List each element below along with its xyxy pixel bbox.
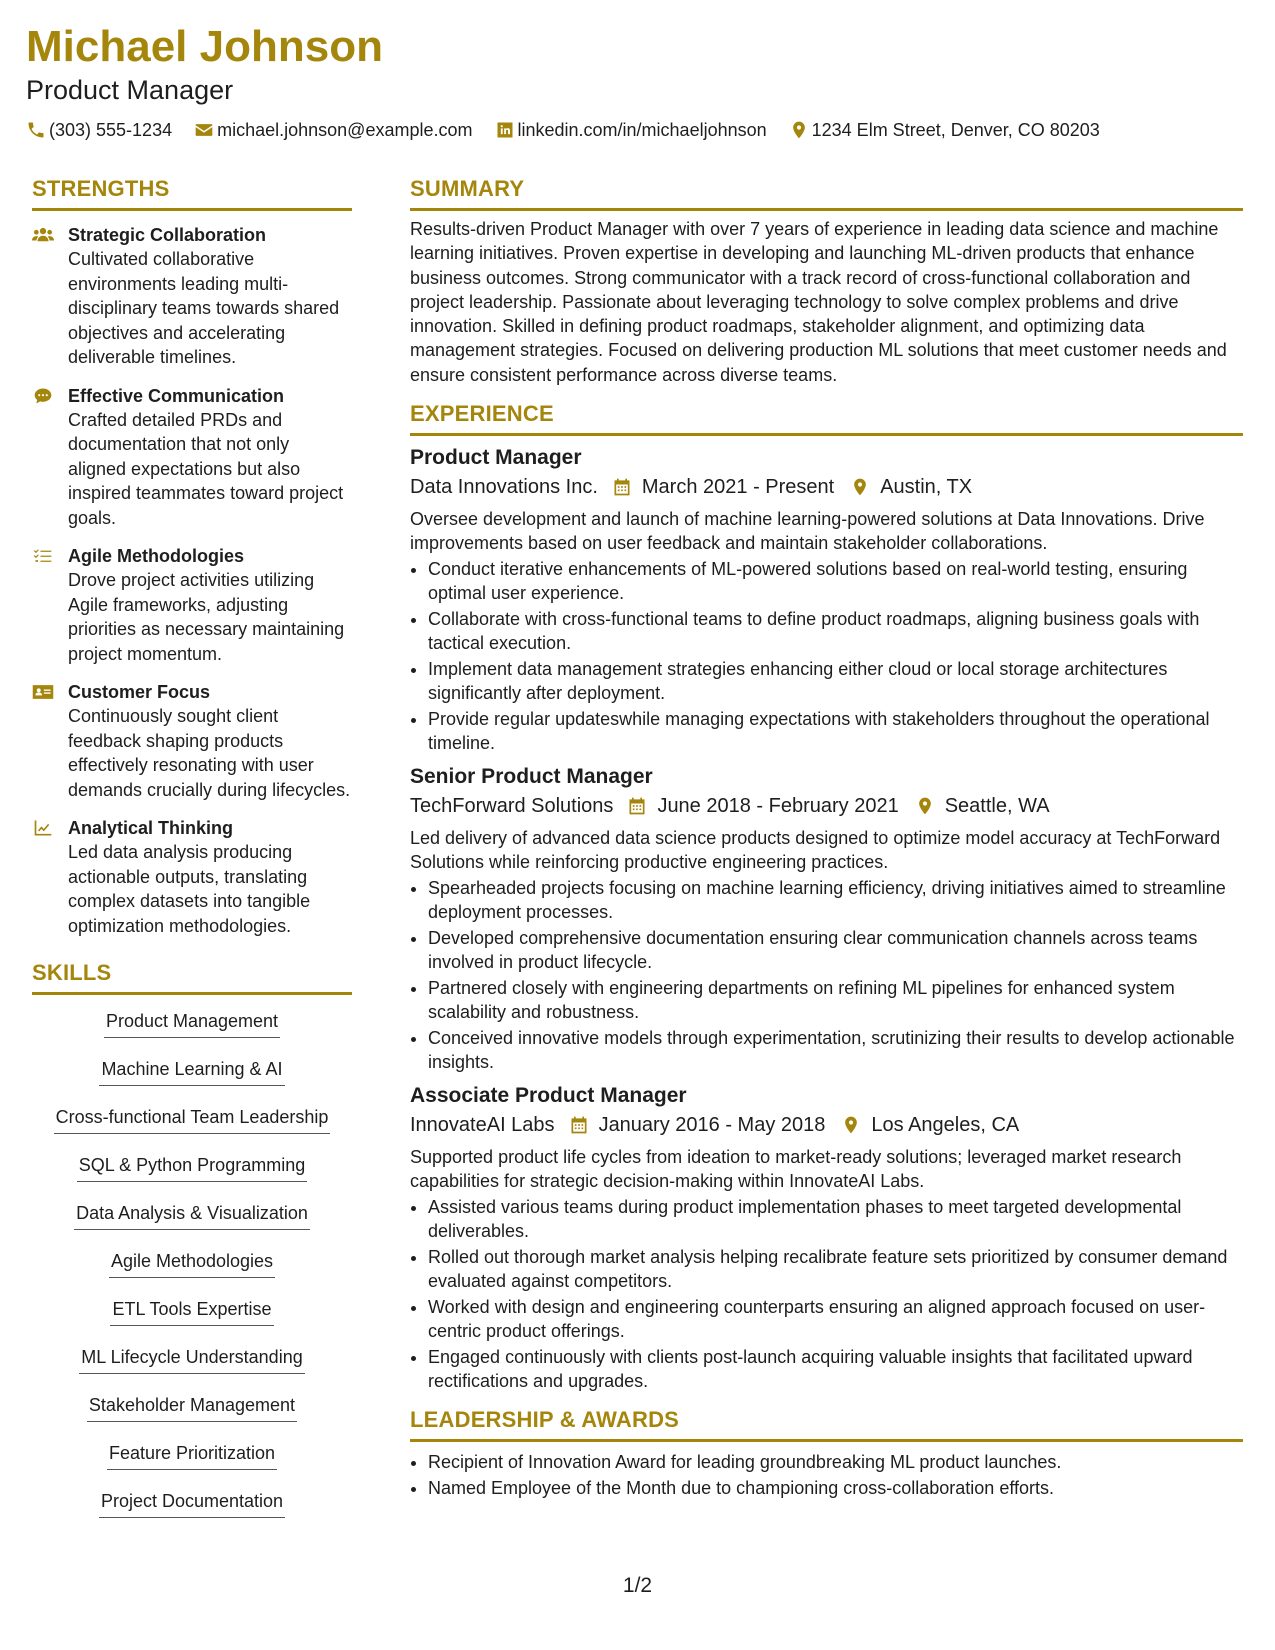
job-bullet: • Collaborate with cross-functional teams to define product roadmaps, aligning business goals with tactical execution. [428, 607, 1243, 655]
strength-item [32, 680, 352, 802]
skill-tag: Feature Prioritization [107, 1435, 277, 1470]
skill-tag: SQL & Python Programming [77, 1147, 307, 1182]
job-bullet: • Assisted various teams during product implementation phases to meet targeted developmental deliverables. [428, 1195, 1243, 1243]
job-description: Supported product life cycles from ideation to market-ready solutions; leveraged market research capabilities for strategic decision-making within InnovateAI Labs. [410, 1147, 1182, 1192]
job-title: Senior Product Manager [410, 765, 653, 789]
job-bullet: • Rolled out thorough market analysis helping recalibrate feature sets prioritized by consumer demand evaluated against competitors. [428, 1245, 1243, 1293]
skill-tag: ETL Tools Expertise [110, 1291, 273, 1326]
users-icon [32, 225, 54, 245]
job-bullets [410, 557, 1243, 755]
skill-tag: Product Management [104, 1003, 280, 1038]
skill-tag: Agile Methodologies [109, 1243, 275, 1278]
job-title: Product Manager [410, 446, 582, 470]
map-pin-icon [915, 796, 935, 816]
job-meta [410, 1111, 1243, 1139]
job-company: InnovateAI Labs [410, 1114, 555, 1137]
skills-heading: SKILLS [32, 960, 352, 995]
job-bullet: • Spearheaded projects focusing on machine learning efficiency, driving initiatives aimed to streamline deployment processes. [428, 876, 1243, 924]
job-description: Oversee development and launch of machine learning-powered solutions at Data Innovations. Drive improvements based on user feedback and maintain stakeholder collaborations. [410, 509, 1205, 554]
job-location: Austin, TX [880, 476, 973, 499]
job-dates: June 2018 - February 2021 [657, 795, 899, 818]
experience-section [410, 401, 1243, 1393]
strength-title: Agile Methodologies [68, 546, 245, 566]
job-meta [410, 473, 1243, 501]
job-entry [410, 444, 1243, 755]
award-item: • Recipient of Innovation Award for leading groundbreaking ML product launches. [428, 1450, 1243, 1474]
job-bullet: • Provide regular updateswhile managing expectations with stakeholders throughout the operational timeline. [428, 707, 1243, 755]
skill-tag: Data Analysis & Visualization [74, 1195, 310, 1230]
contact-address [789, 118, 1100, 142]
linkedin-icon [495, 120, 515, 140]
strengths-heading: STRENGTHS [32, 176, 352, 211]
strength-desc: Crafted detailed PRDs and documentation that not only aligned expectations but also inspired teammates toward project goals. [68, 409, 344, 528]
job-bullets [410, 1195, 1243, 1393]
strength-desc: Continuously sought client feedback shaping products effectively resonating with user demands crucially during lifecycles. [68, 706, 351, 800]
map-pin-icon [850, 477, 870, 497]
contact-row [26, 118, 1246, 142]
job-entry [410, 1082, 1243, 1393]
strength-desc: Drove project activities utilizing Agile frameworks, adjusting priorities as necessary maintaining project momentum. [68, 570, 345, 664]
job-title: Associate Product Manager [410, 1084, 687, 1108]
strength-item [32, 384, 352, 531]
skills-section [32, 960, 352, 1531]
skill-tag: Project Documentation [99, 1483, 285, 1518]
strength-desc: Led data analysis producing actionable outputs, translating complex datasets into tangible optimization methodologies. [68, 842, 311, 936]
job-dates: March 2021 - Present [641, 476, 835, 499]
candidate-name: Michael Johnson [26, 22, 383, 71]
job-bullets [410, 876, 1243, 1074]
strength-item [32, 544, 352, 666]
summary-heading: SUMMARY [410, 176, 1243, 211]
phone-icon [26, 120, 46, 140]
job-company: TechForward Solutions [410, 795, 614, 818]
email-text: michael.johnson@example.com [217, 120, 473, 140]
job-description: Led delivery of advanced data science products designed to optimize model accuracy at TechForward Solutions while reinforcing productive engineering practices. [410, 828, 1221, 873]
strength-desc: Cultivated collaborative environments leading multi-disciplinary teams towards shared objectives and accelerating deliverable timelines. [68, 249, 340, 367]
job-company: Data Innovations Inc. [410, 476, 598, 499]
linkedin-text: linkedin.com/in/michaeljohnson [517, 120, 767, 140]
awards-heading: LEADERSHIP & AWARDS [410, 1407, 1243, 1442]
job-location: Los Angeles, CA [871, 1114, 1020, 1137]
strength-title: Effective Communication [68, 385, 285, 406]
skills-list [32, 1003, 352, 1531]
phone-text: (303) 555-1234 [49, 120, 173, 140]
awards-section [410, 1407, 1243, 1500]
job-bullet: • Developed comprehensive documentation ensuring clear communication channels across teams involved in product lifecycle. [428, 926, 1243, 974]
skill-tag: Stakeholder Management [87, 1387, 297, 1422]
award-item: • Named Employee of the Month due to championing cross-collaboration efforts. [428, 1476, 1243, 1500]
map-pin-icon [789, 120, 809, 140]
strength-title: Analytical Thinking [68, 818, 234, 838]
list-check-icon [32, 546, 54, 566]
contact-phone[interactable] [26, 118, 172, 142]
strength-title: Customer Focus [68, 682, 211, 702]
strength-title: Strategic Collaboration [68, 225, 267, 245]
contact-email[interactable] [194, 118, 472, 142]
job-bullet: • Engaged continuously with clients post-launch acquiring valuable insights that facilitated upward rectifications and upgrades. [428, 1345, 1243, 1393]
experience-heading: EXPERIENCE [410, 401, 1243, 436]
job-bullet: • Partnered closely with engineering departments on refining ML pipelines for enhanced system scalability and robustness. [428, 976, 1243, 1024]
left-column [32, 176, 352, 1531]
skill-tag: Machine Learning & AI [99, 1051, 284, 1086]
job-bullet: • Conceived innovative models through experimentation, scrutinizing their results to develop actionable insights. [428, 1026, 1243, 1074]
job-dates: January 2016 - May 2018 [598, 1114, 826, 1137]
candidate-title: Product Manager [26, 75, 234, 105]
calendar-icon [627, 796, 647, 816]
calendar-icon [612, 477, 632, 497]
job-location: Seattle, WA [944, 795, 1050, 818]
strength-item [32, 816, 352, 938]
strength-item [32, 223, 352, 370]
line-chart-icon [32, 818, 54, 838]
summary-text: Results-driven Product Manager with over 7 years of experience in leading data science and machine learning initiatives. Proven expertise in developing and launching ML-driven products that enhance business outcomes. Strong communicator with a track record of cross-functional collaboration and project leadership. Passionate about leveraging technology to solve complex problems and drive innovation. Skilled in defining product roadmaps, stakeholder alignment, and optimizing data management strategies. Focused on delivering production ML solutions that meet customer needs and ensure consistent performance across diverse teams. [410, 219, 1227, 385]
contact-linkedin[interactable] [495, 118, 767, 142]
email-icon [194, 120, 214, 140]
calendar-icon [569, 1115, 589, 1135]
job-bullet: • Conduct iterative enhancements of ML-powered solutions based on real-world testing, ensuring optimal user experience. [428, 557, 1243, 605]
job-bullet: • Worked with design and engineering counterparts ensuring an aligned approach focused on user-centric product offerings. [428, 1295, 1243, 1343]
skill-tag: Cross-functional Team Leadership [54, 1099, 331, 1134]
job-entry [410, 763, 1243, 1074]
skill-tag: ML Lifecycle Understanding [79, 1339, 304, 1374]
page-number: 1/2 [622, 1574, 653, 1597]
address-text: 1234 Elm Street, Denver, CO 80203 [811, 120, 1100, 140]
right-column [410, 176, 1243, 1502]
awards-list [410, 1450, 1243, 1500]
id-card-icon [32, 682, 54, 702]
resume-header [26, 20, 1246, 142]
map-pin-icon [841, 1115, 861, 1135]
job-bullet: • Implement data management strategies enhancing either cloud or local storage architectures significantly after deployment. [428, 657, 1243, 705]
chat-icon [32, 386, 54, 406]
job-meta [410, 792, 1243, 820]
